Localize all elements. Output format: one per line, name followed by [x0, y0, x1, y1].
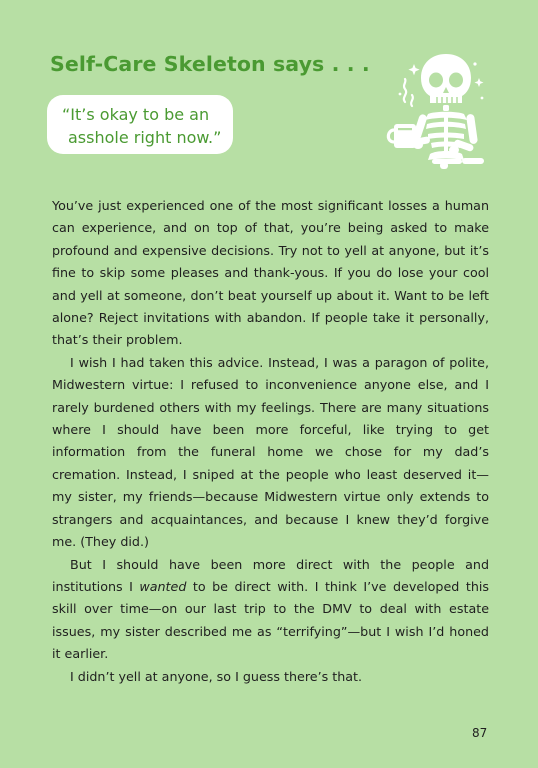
emphasized-word: wanted [139, 578, 187, 594]
section-heading: Self-Care Skeleton says . . . [50, 52, 370, 76]
paragraph-3-end: to be direct with. I think I’ve developed this skill over time—on our last trip to the DMV to deal with estate issues, my sister described me as “terrifying”—but I wish I’d honed it earlier. [52, 578, 489, 662]
quote-bubble [47, 95, 233, 154]
body-text [52, 195, 489, 688]
page-number: 87 [472, 726, 488, 740]
skeleton-holding-mug-icon [378, 42, 490, 170]
paragraph-3 [52, 554, 489, 666]
paragraph-2: I wish I had taken this advice. Instead, I was a paragon of polite, Midwestern virtue: I refused to inconvenience anyone else, and I rarely burdened others with my feelings. There are many situations where I should have been more forceful, like trying to get information from the funeral home we chose for my dad’s cremation. Instead, I sniped at the people who least deserved it—my sister, my friends—because Midwestern virtue only extends to strangers and acquaintances, and because I knew they’d forgive me. (They did.) [52, 354, 489, 550]
paragraph-4: I didn’t yell at anyone, so I guess there’s that. [70, 668, 363, 684]
quote-line-2: asshole right now.” [68, 128, 222, 147]
paragraph-1: You’ve just experienced one of the most significant losses a human can experience, and on top of that, you’re being asked to make profound and expensive decisions. Try not to yell at anyone, but it’s fine to skip some pleases and thank-yous. If you do lose your cool and yell at someone, don’t beat yourself up about it. Want to be left alone? Reject invitations with abandon. If people take it personally, that’s their problem. [52, 198, 489, 348]
paragraph-3-start: But I should have been more direct with the people and institutions I [52, 556, 489, 594]
quote-line-1: “It’s okay to be an [62, 105, 210, 124]
